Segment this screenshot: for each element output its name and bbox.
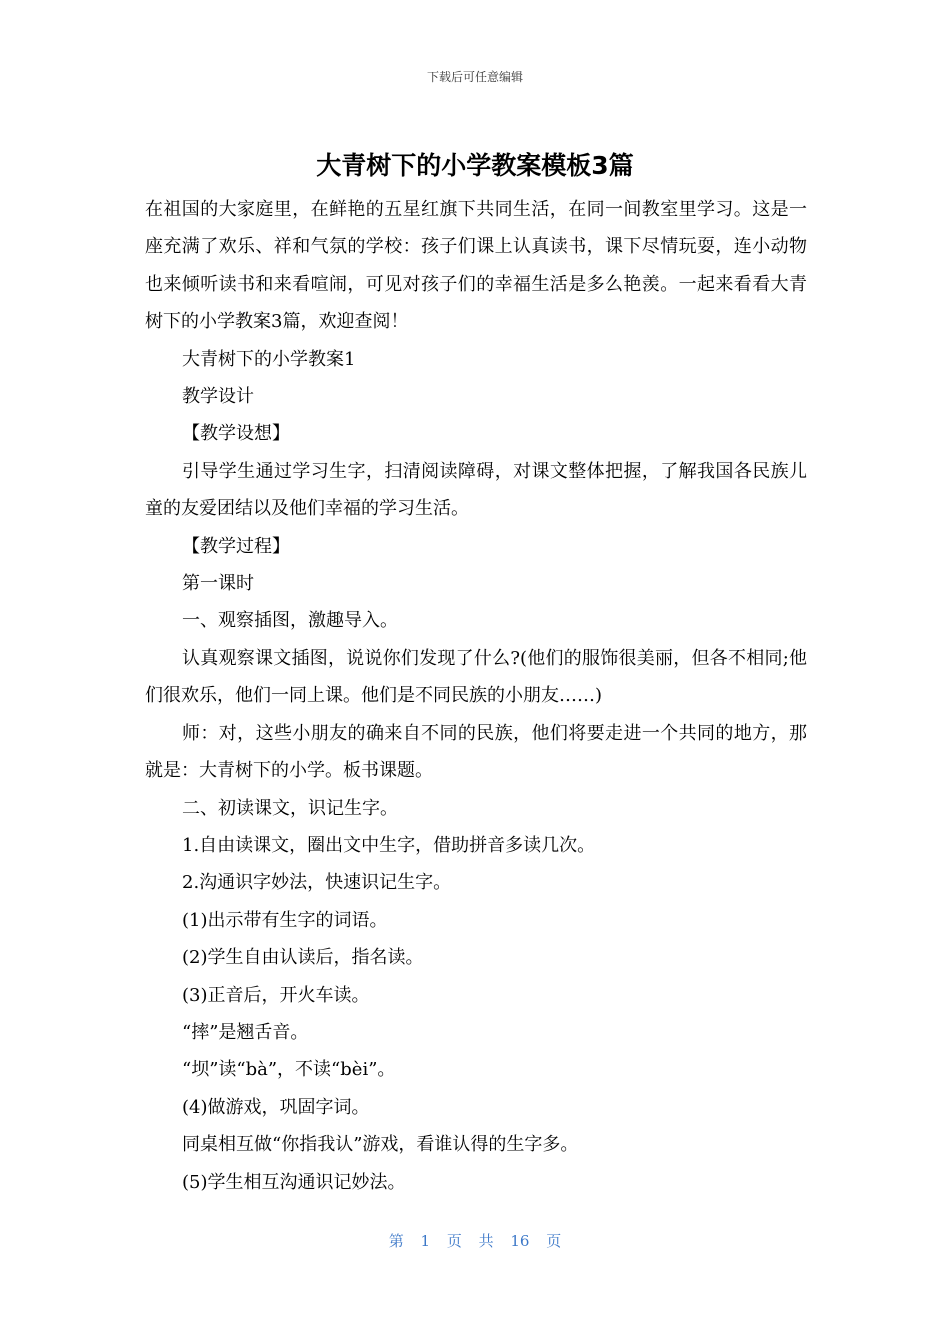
section-heading: 教学设计 (182, 386, 254, 408)
body-paragraph: 认真观察课文插图，说说你们发现了什么?(他们的服饰很美丽，但各不相同;他们很欢乐，他们一同上课。他们是不同民族的小朋友……) (145, 647, 807, 707)
step-heading: 二、初读课文，识记生字。 (182, 797, 398, 819)
list-item: (5)学生相互沟通识记妙法。 (182, 1171, 406, 1193)
body-paragraph: “摔”是翘舌音。 (182, 1021, 309, 1043)
list-item: (1)出示带有生字的词语。 (182, 909, 388, 931)
section-heading: 【教学过程】 (182, 535, 290, 557)
body-paragraph: 师：对，这些小朋友的确来自不同的民族，他们将要走进一个共同的地方，那就是：大青树下的小学。板书课题。 (145, 722, 807, 782)
step-heading: 一、观察插图，激趣导入。 (182, 610, 398, 632)
list-item: (3)正音后，开火车读。 (182, 984, 370, 1006)
intro-paragraph: 在祖国的大家庭里，在鲜艳的五星红旗下共同生活，在同一间教室里学习。这是一座充满了欢乐、祥和气氛的学校：孩子们课上认真读书，课下尽情玩耍，连小动物也来倾听读书和来看喧闹，可见对孩子们的幸福生活是多么艳羡。一起来看看大青树下的小学教案3篇，欢迎查阅！ (145, 199, 807, 333)
header-note: 下载后可任意编辑 (426, 70, 523, 84)
body-paragraph: 同桌相互做“你指我认”游戏，看谁认得的生字多。 (182, 1134, 579, 1156)
list-item: (2)学生自由认读后，指名读。 (182, 947, 424, 969)
section-heading: 第一课时 (182, 573, 254, 595)
body-paragraph: 引导学生通过学习生字，扫清阅读障碍，对课文整体把握，了解我国各民族儿童的友爱团结以及他们幸福的学习生活。 (145, 460, 807, 520)
section-heading: 【教学设想】 (182, 423, 290, 445)
document-body (145, 191, 807, 1201)
body-paragraph: “坝”读“bà”，不读“bèi”。 (182, 1059, 396, 1081)
list-item: 1.自由读课文，圈出文中生字，借助拼音多读几次。 (182, 834, 596, 856)
document-title: 大青树下的小学教案模板3篇 (316, 151, 634, 180)
list-item: 2.沟通识字妙法，快速识记生字。 (182, 872, 452, 894)
list-item: (4)做游戏，巩固字词。 (182, 1096, 370, 1118)
lesson-heading: 大青树下的小学教案1 (182, 348, 356, 370)
page-number: 第 1 页 共 16 页 (388, 1232, 562, 1250)
